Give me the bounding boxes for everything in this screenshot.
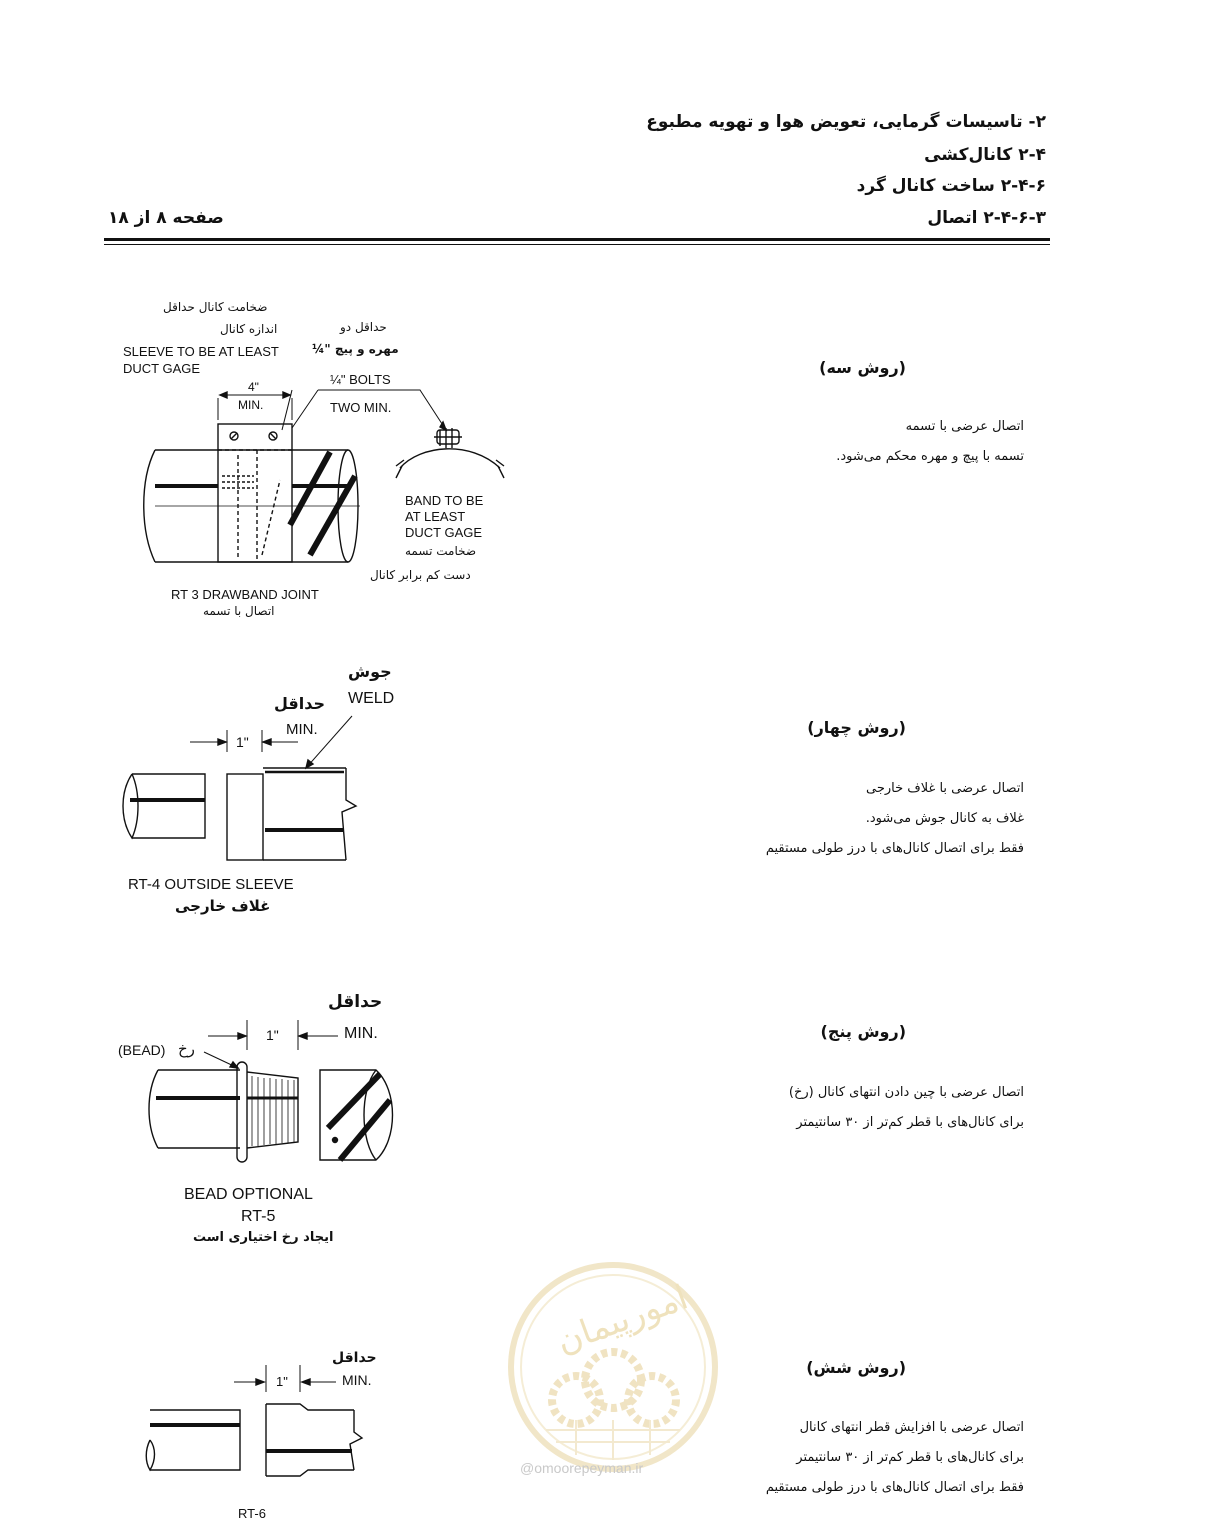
- section-4-line-2: غلاف به کانال جوش می‌شود.: [865, 811, 1024, 826]
- rt3-en-twomin: TWO MIN.: [330, 400, 392, 415]
- rt4-fa-min: حداقل: [274, 694, 326, 713]
- rt4-caption-fa: غلاف خارجی: [175, 897, 271, 915]
- rt5-fa-bead: رخ: [178, 1040, 195, 1058]
- page-number: صفحه ۸ از ۱۸: [108, 208, 224, 228]
- rt5-en-min: MIN.: [344, 1025, 378, 1042]
- rt5-caption-fa: ایجاد رخ اختیاری است: [193, 1230, 334, 1245]
- rt3-dim-min: MIN.: [238, 398, 264, 412]
- section-3-line-1: اتصال عرضی با تسمه: [905, 419, 1024, 434]
- rt3-en-band-3: DUCT GAGE: [405, 525, 483, 540]
- section-6-line-1: اتصال عرضی با افزایش قطر انتهای کانال: [799, 1420, 1024, 1435]
- rt6-fa-min: حداقل: [332, 1350, 377, 1366]
- rt3-fa-band-2: دست کم برابر کانال: [370, 568, 471, 582]
- section-title-5: (روش پنج): [820, 1022, 906, 1041]
- rt4-dim-value: 1": [236, 734, 249, 750]
- section-title-4: (روش چهار): [807, 718, 906, 737]
- section-4-line-1: اتصال عرضی با غلاف خارجی: [866, 781, 1024, 796]
- watermark-logo-text: امورپیمان: [551, 1277, 694, 1362]
- rt5-caption-en-1: BEAD OPTIONAL: [184, 1186, 313, 1203]
- rt6-en-min: MIN.: [342, 1372, 372, 1388]
- section-title-6: (روش شش): [806, 1358, 906, 1377]
- rt3-fa-bolts-2: مهره و پیچ "¼: [312, 342, 399, 356]
- rt3-fa-sleeve-1: ضخامت کانال حداقل: [163, 300, 268, 314]
- rt3-en-sleeve-1: SLEEVE TO BE AT LEAST: [123, 344, 279, 359]
- rt3-dim-value: 4": [248, 380, 259, 394]
- header-line-2: ۲-۴ کانال‌کشی: [924, 145, 1046, 165]
- watermark-site: @omoorepeyman.ir: [520, 1460, 644, 1476]
- header-line-1: ۲- تاسیسات گرمایی، تعویض هوا و تهویه مطبوع: [646, 112, 1046, 132]
- rt3-caption-en: RT 3 DRAWBAND JOINT: [171, 587, 319, 602]
- rt6-caption-en: RT-6: [238, 1506, 266, 1521]
- section-3-line-2: تسمه با پیچ و مهره محکم می‌شود.: [836, 449, 1024, 464]
- rt3-en-bolts: ¼" BOLTS: [330, 372, 391, 387]
- section-6-line-3: فقط برای اتصال کانال‌های با درز طولی مستقیم: [765, 1480, 1024, 1495]
- section-title-3: (روش سه): [819, 358, 906, 377]
- rt4-en-weld: WELD: [348, 690, 395, 707]
- section-6-line-2: برای کانال‌های با قطر کم‌تر از ۳۰ سانتیمتر: [796, 1450, 1024, 1465]
- rt3-en-band-1: BAND TO BE: [405, 493, 484, 508]
- rt5-bead-label: (BEAD): [118, 1042, 166, 1058]
- rt5-dim-value: 1": [266, 1027, 279, 1043]
- rt4-caption-en: RT-4 OUTSIDE SLEEVE: [128, 876, 294, 893]
- rt3-fa-band-1: ضخامت تسمه: [405, 544, 477, 558]
- rt5-caption-en-2: RT-5: [241, 1208, 276, 1225]
- rt4-fa-weld: جوش: [348, 662, 392, 681]
- header-line-4: ۲-۴-۶-۳ اتصال: [927, 208, 1046, 228]
- header-line-3: ۲-۴-۶ ساخت کانال گرد: [856, 176, 1046, 196]
- rt3-en-band-2: AT LEAST: [405, 509, 466, 524]
- section-4-line-3: فقط برای اتصال کانال‌های با درز طولی مستقیم: [765, 841, 1024, 856]
- rt6-dim-value: 1": [276, 1374, 288, 1389]
- section-5-line-1: اتصال عرضی با چین دادن انتهای کانال (رخ): [788, 1085, 1024, 1100]
- rt5-fa-min: حداقل: [328, 992, 383, 1012]
- rt4-en-min: MIN.: [286, 721, 318, 738]
- rt3-fa-bolts-1: حداقل دو: [340, 320, 387, 334]
- rt3-en-sleeve-2: DUCT GAGE: [123, 361, 201, 376]
- rt3-caption-fa: اتصال با تسمه: [203, 604, 275, 618]
- section-5-line-2: برای کانال‌های با قطر کم‌تر از ۳۰ سانتیمتر: [796, 1115, 1024, 1130]
- rt3-fa-sleeve-2: اندازه کانال: [220, 322, 278, 336]
